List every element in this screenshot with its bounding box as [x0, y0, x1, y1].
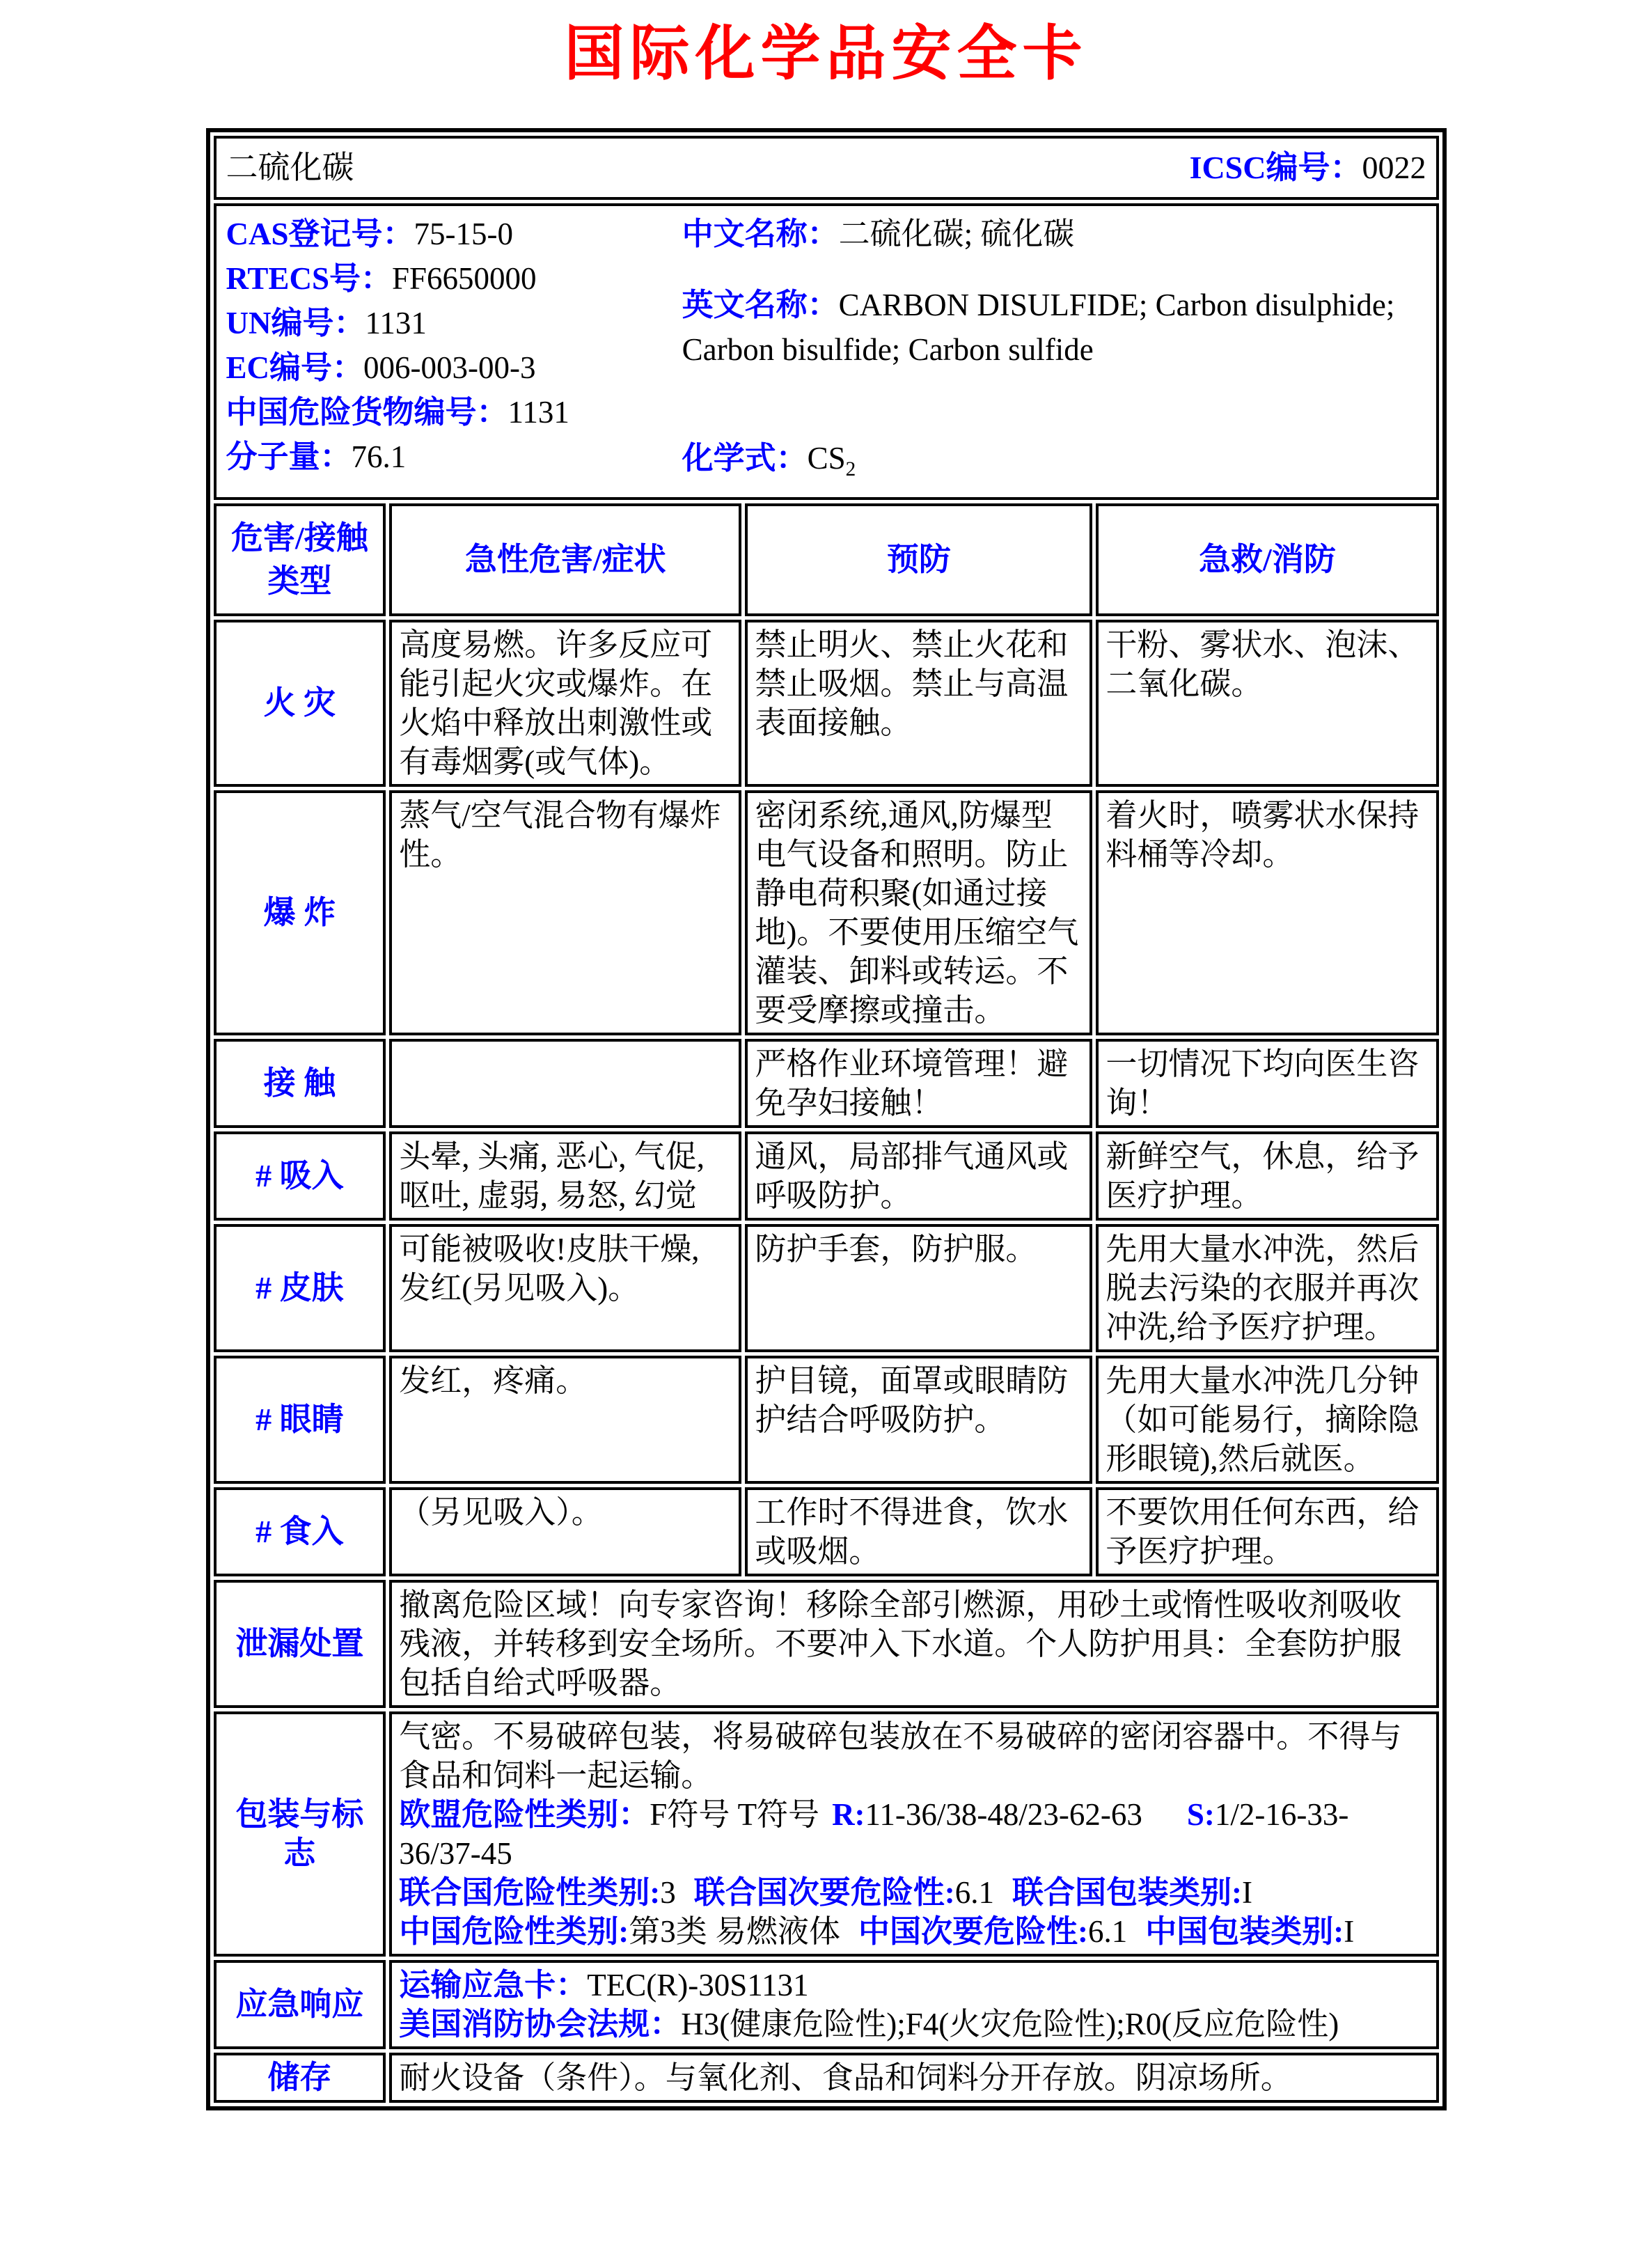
un-number-value: 1131: [365, 306, 427, 340]
rtecs-number-line: [226, 256, 682, 301]
chinese-name-value: 二硫化碳; 硫化碳: [838, 217, 1075, 251]
icsc-number-group: [1190, 148, 1426, 187]
chinese-name-label: 中文名称：: [682, 217, 839, 251]
inhalation-first-aid-cell: 新鲜空气，休息，给予医疗护理。: [1096, 1131, 1438, 1221]
exposure-first-aid-cell: 一切情况下均向医生咨询！: [1096, 1039, 1438, 1128]
ec-number-label: EC编号：: [226, 350, 364, 385]
skin-prevention-cell: 防护手套，防护服。: [745, 1224, 1092, 1352]
cn-class-label: 中国危险性类别:: [399, 1914, 629, 1949]
substance-name: 二硫化碳: [226, 150, 354, 185]
packaging-labelling-row: [214, 1711, 1439, 1957]
fire-prevention-cell: 禁止明火、禁止火花和禁止吸烟。禁止与高温表面接触。: [745, 620, 1092, 787]
hazard-row-explosion: [214, 790, 1439, 1035]
eu-classification-line: [399, 1795, 1429, 1873]
un-number-label: UN编号：: [226, 306, 365, 340]
s-phrases-label: S:: [1186, 1797, 1215, 1832]
english-name-value: CARBON DISULFIDE; Carbon disulphide; Carbon bisulfide; Carbon sulfide: [682, 288, 1395, 367]
molecular-weight-value: 76.1: [351, 439, 407, 474]
hazard-type-explosion: 爆 炸: [214, 790, 386, 1035]
transport-emergency-card-value: TEC(R)-30S1131: [587, 1968, 809, 2003]
fire-first-aid-cell: 干粉、雾状水、泡沫、二氧化碳。: [1096, 620, 1438, 787]
cas-number-label: CAS登记号：: [226, 217, 414, 251]
skin-symptoms-cell: 可能被吸收!皮肤干燥, 发红(另见吸入)。: [389, 1224, 741, 1352]
un-packing-label: 联合国包装类别:: [1012, 1875, 1243, 1910]
rtecs-number-label: RTECS号：: [226, 261, 392, 296]
un-number-line: [226, 301, 682, 345]
spill-disposal-text: 撤离危险区域！向专家咨询！移除全部引燃源，用砂土或惰性吸收剂吸收残液，并转移到安全场所。不要冲入下水道。个人防护用具：全套防护服包括自给式呼吸器。: [389, 1580, 1438, 1708]
explosion-first-aid-cell: 着火时，喷雾状水保持料桶等冷却。: [1096, 790, 1438, 1035]
identity-row: [214, 203, 1439, 500]
hazard-row-fire: [214, 620, 1439, 787]
cn-secondary-value: 6.1: [1088, 1914, 1128, 1949]
hazard-type-inhalation: # 吸入: [214, 1131, 386, 1221]
ec-number-value: 006-003-00-3: [363, 350, 536, 385]
emergency-response-cell: [389, 1960, 1438, 2049]
inhalation-symptoms-cell: 头晕, 头痛, 恶心, 气促, 呕吐, 虚弱, 易怒, 幻觉: [389, 1131, 741, 1221]
fire-symptoms-cell: 高度易燃。许多反应可能引起火灾或爆炸。在火焰中释放出刺激性或有毒烟雾(或气体)。: [389, 620, 741, 787]
cn-classification-line: [399, 1912, 1429, 1951]
hazard-type-ingestion: # 食入: [214, 1487, 386, 1576]
cas-number-line: [226, 212, 682, 256]
icsc-card-table: [206, 128, 1447, 2110]
packaging-labelling-cell: [389, 1711, 1438, 1957]
transport-emergency-card-line: [399, 1966, 1429, 2005]
emergency-response-row: [214, 1960, 1439, 2049]
formula-label: 化学式：: [682, 441, 808, 476]
header-acute-symptoms: 急性危害/症状: [389, 503, 741, 616]
storage-text: 耐火设备（条件）。与氧化剂、食品和饲料分开存放。阴凉场所。: [389, 2053, 1438, 2103]
rtecs-number-value: FF6650000: [391, 261, 537, 296]
molecular-weight-label: 分子量：: [226, 439, 352, 474]
ingestion-first-aid-cell: 不要饮用任何东西，给予医疗护理。: [1096, 1487, 1438, 1576]
cas-number-value: 75-15-0: [414, 217, 514, 251]
english-name-label: 英文名称：: [682, 288, 839, 322]
skin-first-aid-cell: 先用大量水冲洗，然后脱去污染的衣服并再次冲洗,给予医疗护理。: [1096, 1224, 1438, 1352]
hazard-row-ingestion: [214, 1487, 1439, 1576]
identity-cell: [214, 203, 1439, 500]
formula-value: CS: [807, 441, 846, 476]
hazard-table-header-row: [214, 503, 1439, 616]
header-prevention: 预防: [745, 503, 1092, 616]
eyes-prevention-cell: 护目镜，面罩或眼睛防护结合呼吸防护。: [745, 1356, 1092, 1484]
formula-subscript: 2: [845, 458, 856, 480]
hazard-type-fire: 火 灾: [214, 620, 386, 787]
s-phrases-value: 1/2-16-33-36/37-45: [399, 1797, 1349, 1871]
chinese-name-line: [682, 212, 1426, 256]
eyes-symptoms-cell: 发红，疼痛。: [389, 1356, 741, 1484]
exposure-symptoms-cell: [389, 1039, 741, 1128]
identity-right-column: [682, 212, 1426, 492]
cn-packing-label: 中国包装类别:: [1145, 1914, 1344, 1949]
cn-class-value: 第3类 易燃液体: [629, 1914, 841, 1949]
icsc-number-value: 0022: [1362, 150, 1426, 185]
china-dg-number-line: [226, 390, 682, 434]
spill-disposal-label: 泄漏处置: [214, 1580, 386, 1708]
un-class-label: 联合国危险性类别:: [399, 1875, 661, 1910]
hazard-row-exposure: [214, 1039, 1439, 1128]
nfpa-code-line: [399, 2005, 1429, 2044]
packaging-intro-text: 气密。不易破碎包装，将易破碎包装放在不易破碎的密闭容器中。不得与食品和饲料一起运输。: [399, 1719, 1402, 1793]
header-hazard-type: 危害/接触类型: [214, 503, 386, 616]
ec-number-line: [226, 345, 682, 390]
eyes-first-aid-cell: 先用大量水冲洗几分钟（如可能易行，摘除隐形眼镜),然后就医。: [1096, 1356, 1438, 1484]
english-name-line: [682, 283, 1426, 372]
icsc-number-label: ICSC编号：: [1189, 150, 1362, 185]
explosion-symptoms-cell: 蒸气/空气混合物有爆炸性。: [389, 790, 741, 1035]
substance-header-cell: [214, 136, 1439, 200]
eu-symbols-value: F符号 T符号: [650, 1797, 820, 1832]
packaging-labelling-label: 包装与标志: [214, 1711, 386, 1957]
hazard-row-skin: [214, 1224, 1439, 1352]
page-title: 国际化学品安全卡: [564, 20, 1088, 87]
un-secondary-label: 联合国次要危险性:: [693, 1875, 955, 1910]
un-classification-line: [399, 1873, 1429, 1912]
hazard-row-inhalation: [214, 1131, 1439, 1221]
un-packing-value: I: [1242, 1875, 1253, 1910]
emergency-response-label: 应急响应: [214, 1960, 386, 2049]
china-dg-number-value: 1131: [508, 395, 569, 430]
ingestion-symptoms-cell: （另见吸入）。: [389, 1487, 741, 1576]
substance-header-row: [214, 136, 1439, 200]
hazard-row-eyes: [214, 1356, 1439, 1484]
nfpa-code-label: 美国消防协会法规：: [399, 2007, 682, 2042]
ingestion-prevention-cell: 工作时不得进食，饮水或吸烟。: [745, 1487, 1092, 1576]
explosion-prevention-cell: 密闭系统,通风,防爆型电气设备和照明。防止静电荷积聚(如通过接地)。不要使用压缩空气灌装、卸料或转运。不要受摩擦或撞击。: [745, 790, 1092, 1035]
inhalation-prevention-cell: 通风，局部排气通风或呼吸防护。: [745, 1131, 1092, 1221]
header-first-aid-fire: 急救/消防: [1096, 503, 1438, 616]
molecular-weight-line: [226, 434, 682, 479]
un-class-value: 3: [660, 1875, 676, 1910]
un-secondary-value: 6.1: [954, 1875, 995, 1910]
formula-line: [682, 436, 1426, 492]
storage-label: 储存: [214, 2053, 386, 2103]
cn-secondary-label: 中国次要危险性:: [858, 1914, 1089, 1949]
r-phrases-value: 11-36/38-48/23-62-63: [865, 1797, 1142, 1832]
storage-row: [214, 2053, 1439, 2103]
hazard-type-exposure: 接 触: [214, 1039, 386, 1128]
identity-left-column: [226, 212, 682, 492]
exposure-prevention-cell: 严格作业环境管理！避免孕妇接触！: [745, 1039, 1092, 1128]
hazard-type-eyes: # 眼睛: [214, 1356, 386, 1484]
china-dg-number-label: 中国危险货物编号：: [226, 395, 508, 430]
nfpa-code-value: H3(健康危险性);F4(火灾危险性);R0(反应危险性): [681, 2007, 1339, 2042]
spill-disposal-row: [214, 1580, 1439, 1708]
r-phrases-label: R:: [832, 1797, 865, 1832]
eu-classification-label: 欧盟危险性类别：: [399, 1797, 650, 1832]
hazard-type-skin: # 皮肤: [214, 1224, 386, 1352]
transport-emergency-card-label: 运输应急卡：: [399, 1968, 588, 2003]
cn-packing-value: I: [1344, 1914, 1355, 1949]
